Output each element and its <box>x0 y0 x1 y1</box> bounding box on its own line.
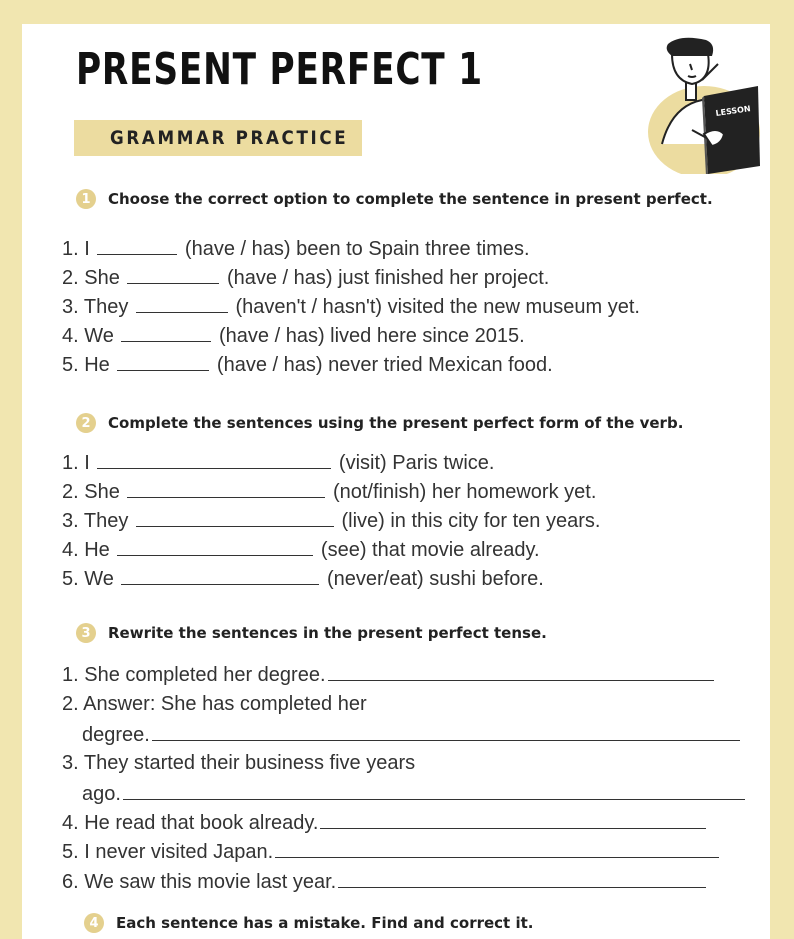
book-label: LESSON <box>715 104 752 118</box>
answer-blank[interactable] <box>117 352 209 371</box>
answer-blank[interactable] <box>152 722 740 741</box>
exercise-line <box>62 508 600 533</box>
exercise-line <box>62 352 553 377</box>
exercise-line <box>62 323 525 348</box>
section-number-badge: 1 <box>76 189 96 209</box>
answer-blank[interactable] <box>275 839 719 858</box>
exercise-text: 1. I <box>62 238 96 260</box>
section-4-header <box>84 912 533 934</box>
exercise-line <box>62 450 494 475</box>
exercise-text: 3. They <box>62 510 134 532</box>
exercise-text: 3. They <box>62 296 134 318</box>
page-title: PRESENT PERFECT 1 <box>76 44 483 95</box>
exercise-line <box>62 479 596 504</box>
exercise-text: 3. They started their business five years <box>62 752 416 774</box>
exercise-text: 4. We <box>62 325 120 347</box>
exercise-text: (have / has) just finished her project. <box>221 267 550 289</box>
answer-blank[interactable] <box>127 479 325 498</box>
exercise-text: (have / has) lived here since 2015. <box>213 325 525 347</box>
exercise-text: (see) that movie already. <box>315 539 540 561</box>
section-instruction: Rewrite the sentences in the present perfect tense. <box>108 624 547 642</box>
exercise-text: (live) in this city for ten years. <box>335 510 601 532</box>
answer-blank[interactable] <box>127 265 219 284</box>
answer-blank[interactable] <box>121 323 211 342</box>
section-3-header <box>76 622 547 644</box>
exercise-line <box>62 692 367 716</box>
exercise-line <box>62 751 415 775</box>
exercise-text: 2. Answer: She has completed her <box>62 693 367 715</box>
exercise-text: 6. We saw this movie last year. <box>62 871 337 893</box>
exercise-text: 1. She completed her degree. <box>62 664 326 686</box>
exercise-line <box>62 537 540 562</box>
exercise-text: 2. She <box>62 267 126 289</box>
exercise-line <box>62 265 549 290</box>
exercise-line <box>62 236 530 261</box>
exercise-text: 5. He <box>62 354 116 376</box>
exercise-text: 4. He <box>62 539 116 561</box>
exercise-line <box>62 294 640 319</box>
worksheet-page <box>22 24 770 939</box>
exercise-text: degree. <box>82 724 150 746</box>
section-instruction: Choose the correct option to complete the sentence in present perfect. <box>108 190 713 208</box>
answer-blank[interactable] <box>136 294 228 313</box>
exercise-text: 4. He read that book already. <box>62 812 319 834</box>
exercise-text: (haven't / hasn't) visited the new museum yet. <box>229 296 640 318</box>
exercise-line <box>62 566 544 591</box>
page-subtitle: GRAMMAR PRACTICE <box>110 127 349 149</box>
answer-blank[interactable] <box>338 869 706 888</box>
exercise-text: (have / has) never tried Mexican food. <box>211 354 553 376</box>
section-number-badge: 4 <box>84 913 104 933</box>
exercise-line <box>82 781 747 806</box>
exercise-line <box>62 810 708 835</box>
answer-blank[interactable] <box>328 662 714 681</box>
exercise-text: 1. I <box>62 452 96 474</box>
exercise-text: (visit) Paris twice. <box>333 452 495 474</box>
section-1-header <box>76 188 713 210</box>
exercise-text: ago. <box>82 783 121 805</box>
reading-man-illustration <box>632 34 762 174</box>
answer-blank[interactable] <box>136 508 334 527</box>
answer-blank[interactable] <box>121 566 319 585</box>
answer-blank[interactable] <box>97 236 177 255</box>
answer-blank[interactable] <box>97 450 331 469</box>
exercise-text: 2. She <box>62 481 126 503</box>
exercise-text: 5. We <box>62 568 120 590</box>
subtitle-banner <box>74 120 362 156</box>
answer-blank[interactable] <box>117 537 313 556</box>
exercise-text: (never/eat) sushi before. <box>321 568 544 590</box>
exercise-text: 5. I never visited Japan. <box>62 841 274 863</box>
exercise-line <box>62 662 716 687</box>
exercise-text: (not/finish) her homework yet. <box>327 481 597 503</box>
exercise-line <box>82 722 742 747</box>
answer-blank[interactable] <box>123 781 745 800</box>
section-2-header <box>76 412 683 434</box>
answer-blank[interactable] <box>320 810 706 829</box>
exercise-text: (have / has) been to Spain three times. <box>179 238 530 260</box>
exercise-line <box>62 869 708 894</box>
section-instruction: Each sentence has a mistake. Find and correct it. <box>116 914 534 932</box>
section-number-badge: 2 <box>76 413 96 433</box>
exercise-line <box>62 839 721 864</box>
section-number-badge: 3 <box>76 623 96 643</box>
section-instruction: Complete the sentences using the present perfect form of the verb. <box>108 414 684 432</box>
